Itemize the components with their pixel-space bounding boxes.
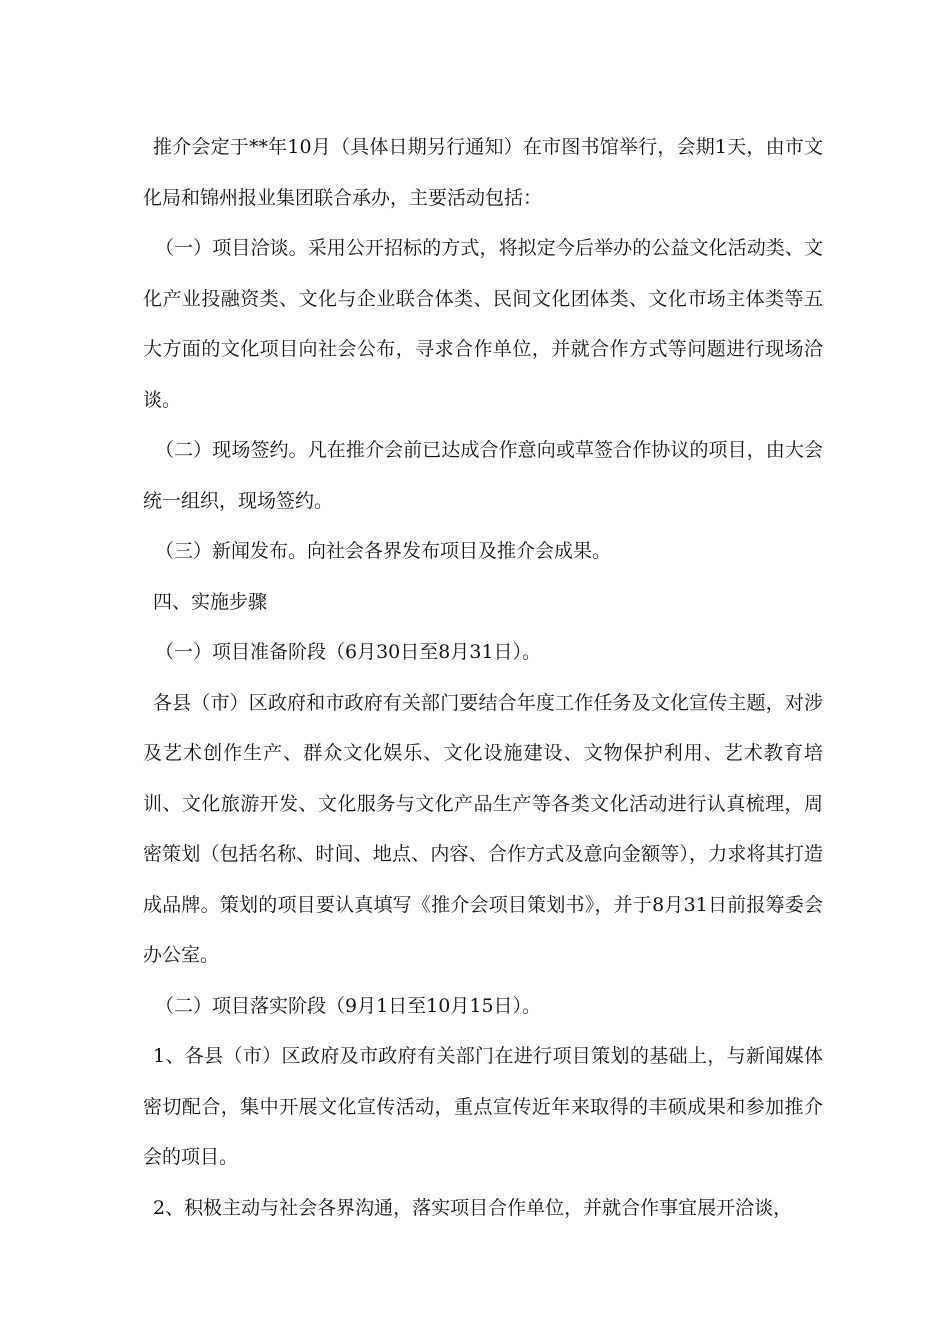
paragraph-venue-intro: 推介会定于**年10月（具体日期另行通知）在市图书馆举行，会期1天，由市文化局和锦州报业集团联合承办，主要活动包括：	[143, 136, 823, 209]
paragraph-project-negotiation: （一）项目洽谈。采用公开招标的方式，将拟定今后举办的公益文化活动类、文化产业投融资类、文化与企业联合体类、民间文化团体类、文化市场主体类等五大方面的文化项目向社会公布，寻求合作单位，并就合作方式等问题进行现场洽谈。	[143, 237, 823, 411]
paragraph-news-release: （三）新闻发布。向社会各界发布项目及推介会成果。	[155, 540, 612, 562]
paragraph-preparation-details: 各县（市）区政府和市政府有关部门要结合年度工作任务及文化宣传主题，对涉及艺术创作生产、群众文化娱乐、文化设施建设、文物保护利用、艺术教育培训、文化旅游开发、文化服务与文化产品生产等各类文化活动进行认真梳理，周密策划（包括名称、时间、地点、内容、合作方式及意向金额等），力求将其打造成品牌。策划的项目要认真填写《推介会项目策划书》，并于8月31日前报筹委会办公室。	[143, 691, 823, 966]
paragraph-preparation-stage: （一）项目准备阶段（6月30日至8月31日）。	[155, 641, 542, 663]
paragraph-item-2: 2、积极主动与社会各界沟通，落实项目合作单位，并就合作事宜展开洽谈，	[153, 1196, 793, 1219]
section-heading-implementation-steps: 四、实施步骤	[153, 590, 268, 613]
paragraph-implementation-stage: （二）项目落实阶段（9月1日至10月15日）。	[155, 994, 542, 1017]
paragraph-item-1: 1、各县（市）区政府及市政府有关部门在进行项目策划的基础上，与新闻媒体密切配合，集中开展文化宣传活动，重点宣传近年来取得的丰硕成果和参加推介会的项目。	[143, 1045, 823, 1168]
paragraph-onsite-signing: （二）现场签约。凡在推介会前已达成合作意向或草签合作协议的项目，由大会统一组织，现场签约。	[143, 439, 823, 512]
document-body	[143, 122, 823, 1233]
